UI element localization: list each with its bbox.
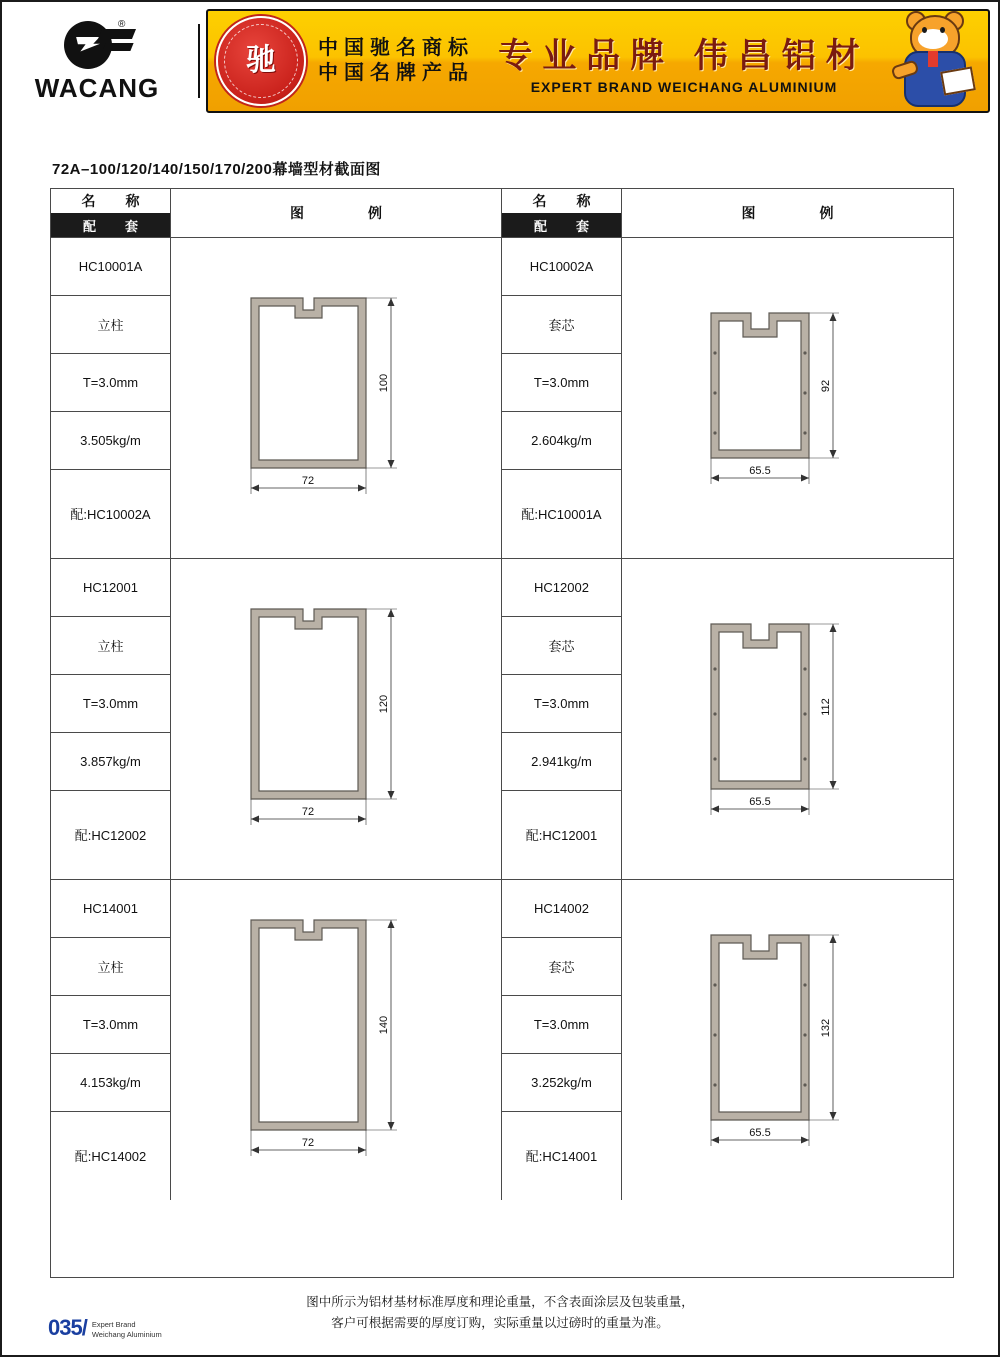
profile-match: 配:HC14002 [74,1149,147,1165]
profile-entry [51,559,502,879]
profile-match: 配:HC14001 [525,1149,598,1165]
headline-en: EXPERT BRAND WEICHANG ALUMINIUM [530,78,838,95]
header-name-label-left: 名 称 [81,193,148,209]
spec-column [502,559,622,879]
spec-column [502,880,622,1200]
profile-match: 配:HC10001A [521,507,602,523]
page-header [2,2,998,120]
profile-code: HC12001 [51,559,170,617]
headline-cn-part2: 伟昌铝材 [693,36,870,75]
spec-column [51,559,171,879]
dim-width: 72 [301,475,315,487]
profile-match: 配:HC12001 [525,828,598,844]
profile-weight: 4.153kg/m [51,1054,170,1112]
profile-type: 立柱 [51,938,170,996]
figure-cell [622,880,953,1200]
profile-thickness: T=3.0mm [502,354,621,412]
profile-match: 配:HC10002A [70,507,151,523]
table-row [51,559,953,880]
spec-column [51,880,171,1200]
profile-entry [51,880,502,1200]
table-header-row [51,189,953,238]
figure-cell [622,559,953,879]
seal-character: 驰 [246,44,276,77]
profile-type: 立柱 [51,617,170,675]
dim-width: 65.5 [748,1127,771,1139]
profile-entry [502,238,953,558]
award-caption-line2: 中国名牌产品 [318,62,474,84]
dim-width: 72 [301,1137,315,1149]
profile-thickness: T=3.0mm [51,675,170,733]
header-name-cell-right [502,189,622,237]
brand-banner [206,9,990,113]
dim-height: 120 [378,694,390,714]
page-footer-en [92,1320,162,1341]
dim-height: 140 [378,1015,390,1035]
header-match-label-left: 配 套 [51,213,170,237]
page-footer [48,1315,162,1341]
profile-entry [502,559,953,879]
dim-height: 92 [819,379,832,393]
profile-code: HC12002 [502,559,621,617]
figure-cell [171,559,502,879]
profile-drawing-insert [673,283,903,513]
table-row [51,238,953,559]
profile-drawing-insert [673,594,903,844]
figure-cell [171,880,502,1200]
profile-weight: 3.505kg/m [51,412,170,470]
header-figure-label-right: 图 例 [741,205,846,221]
profile-type: 套芯 [502,296,621,354]
profile-entry [51,238,502,558]
profile-type: 立柱 [51,296,170,354]
profile-type: 套芯 [502,938,621,996]
profile-thickness: T=3.0mm [502,675,621,733]
dim-width: 72 [301,806,315,818]
dim-height: 100 [378,373,390,393]
profile-table [50,188,954,1278]
page-number: 035/ [48,1315,87,1340]
profile-code: HC10001A [51,238,170,296]
spec-column [502,238,622,558]
profile-weight: 3.252kg/m [502,1054,621,1112]
dim-height: 132 [819,1018,832,1038]
tiger-mascot-icon [888,13,984,109]
footnote-line-2: 客户可根据需要的厚度订购，实际重量以过磅时的重量为准。 [331,1316,669,1331]
profile-weight: 2.941kg/m [502,733,621,791]
page-footer-en-line2: Weichang Aluminium [91,1329,162,1339]
profile-thickness: T=3.0mm [51,996,170,1054]
profile-thickness: T=3.0mm [51,354,170,412]
profile-type: 套芯 [502,617,621,675]
profile-code: HC10002A [502,238,621,296]
page-footer-en-line1: Expert Brand [91,1320,136,1330]
profile-code: HC14001 [51,880,170,938]
profile-thickness: T=3.0mm [502,996,621,1054]
table-header-group-left [51,189,502,237]
wacang-mark-icon [58,19,136,71]
footnote-line-1: 图中所示为铝材基材标准厚度和理论重量，不含表面涂层及包装重量， [306,1295,694,1309]
profile-weight: 2.604kg/m [502,412,621,470]
dim-width: 65.5 [748,796,771,808]
registered-mark: ® [118,18,126,30]
profile-drawing-column [221,594,451,844]
dim-width: 65.5 [748,465,771,477]
brand-headline [480,28,888,95]
header-figure-label-left: 图 例 [171,189,502,237]
award-caption-line1: 中国驰名商标 [318,37,474,59]
dim-height: 112 [819,698,832,716]
profile-match: 配:HC12002 [74,828,147,844]
award-seal-icon [216,16,306,106]
profile-weight: 3.857kg/m [51,733,170,791]
table-header-group-right [502,189,953,237]
profile-drawing-column [221,283,451,513]
figure-cell [171,238,502,558]
profile-entry [502,880,953,1200]
logo-wordmark: WACANG [34,72,160,103]
header-name-cell-left [51,189,171,237]
header-divider [198,24,200,98]
company-logo [2,2,192,120]
header-name-label-right: 名 称 [532,193,599,209]
figure-cell [622,238,953,558]
profile-code: HC14002 [502,880,621,938]
table-row [51,880,953,1200]
header-match-label-right: 配 套 [502,213,621,237]
profile-drawing-insert [673,905,903,1175]
award-captions [318,36,474,86]
headline-cn-part1: 专业品牌 [498,36,675,75]
profile-drawing-column [221,905,451,1175]
page-title: 72A–100/120/140/150/170/200幕墙型材截面图 [52,161,381,178]
spec-column [51,238,171,558]
